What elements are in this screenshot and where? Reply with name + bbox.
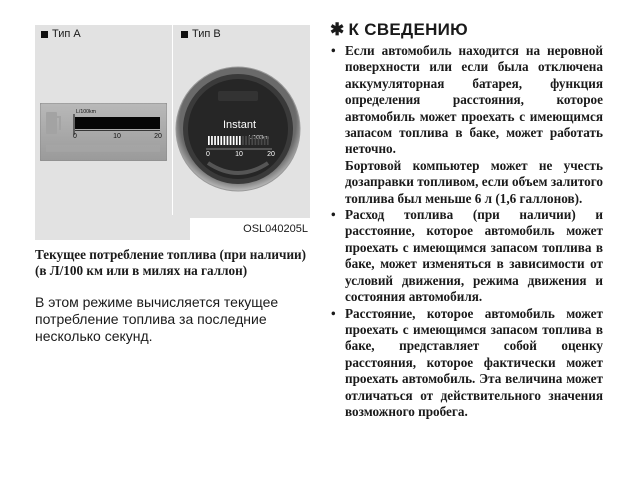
type-b-segment: [233, 136, 235, 145]
caption-body: В этом режиме вычисляется текущее потребление топлива за последние несколько секунд.: [35, 294, 279, 344]
type-b-segment: [227, 136, 229, 145]
figure-panel: [35, 25, 310, 240]
notice-item-text: • Если автомобиль находится на неровной поверхности или если была отключена аккумуляторная батарея, функция определения расстояния, которое автомобиль может проехать с имеющимся запасом топлива в баке, может работать неточно.: [345, 43, 603, 157]
type-b-segment: [239, 136, 241, 145]
type-b-label: Тип B: [192, 28, 221, 40]
type-b-segment: [236, 136, 238, 145]
type-b-mode-label: Instant: [223, 119, 257, 131]
type-b-segment: [208, 136, 210, 145]
type-b-segment: [211, 136, 213, 145]
type-b-segment: [248, 136, 250, 145]
type-a-bar-track: [75, 117, 160, 129]
type-b-segment: [261, 136, 263, 145]
asterisk-icon: ✱: [330, 20, 345, 39]
notice-item: [331, 306, 603, 421]
notice-heading: [330, 20, 468, 40]
type-b-segment: [214, 136, 216, 145]
notice-heading-text: К СВЕДЕНИЮ: [348, 20, 469, 39]
type-b-segment: [230, 136, 232, 145]
notice-item: [331, 207, 603, 305]
type-a-label: Тип A: [52, 28, 81, 40]
type-a-unit: L/100km: [76, 109, 96, 115]
type-b-segment: [220, 136, 222, 145]
type-a-lcd-display: [40, 103, 167, 161]
notice-list: [331, 43, 603, 420]
type-b-segment: [267, 136, 269, 145]
figure-code: OSL040205L: [190, 218, 310, 240]
type-b-tick-2: 20: [267, 151, 275, 158]
type-b-segment: [224, 136, 226, 145]
type-b-segment: [251, 136, 253, 145]
type-a-tick-2: 20: [154, 133, 162, 140]
type-b-tag: [181, 28, 221, 40]
type-b-gauge: [174, 65, 302, 193]
type-b-segment: [245, 136, 247, 145]
square-bullet-icon: [41, 31, 48, 38]
type-b-segment: [217, 136, 219, 145]
figure-divider: [172, 25, 173, 215]
type-b-tick-1: 10: [235, 151, 243, 158]
caption-title: Текущее потребление топлива (при наличии) (в Л/100 км или в милях на галлон): [35, 247, 307, 278]
notice-item-extra: Бортовой компьютер может не учесть дозаправки топливом, если объем залитого топлива был меньше 6 л (1,6 галлонов).: [345, 157, 603, 206]
type-b-segment: [258, 136, 260, 145]
type-a-tag: [41, 28, 81, 40]
type-a-tick-0: 0: [73, 133, 77, 140]
square-bullet-icon: [181, 31, 188, 38]
notice-item-text: • Расстояние, которое автомобиль может проехать с имеющимся запасом топлива в баке, представляет собой оценку расстояния, которое фактически может проехать автомобиль. Эта величина может отличаться от действительного значения возможного пробега.: [345, 305, 603, 419]
type-b-tick-0: 0: [206, 151, 210, 158]
notice-item-text: • Расход топлива (при наличии) и расстояние, которое автомобиль может проехать с имеющимся запасом топлива в баке, может изменяться в зависимости от условий движения, режима движения и состояния автомобиля.: [345, 207, 603, 305]
type-a-tick-1: 10: [113, 133, 121, 140]
type-b-segment: [242, 136, 244, 145]
type-b-segment: [255, 136, 257, 145]
type-b-segment: [264, 136, 266, 145]
notice-item: [331, 43, 603, 207]
